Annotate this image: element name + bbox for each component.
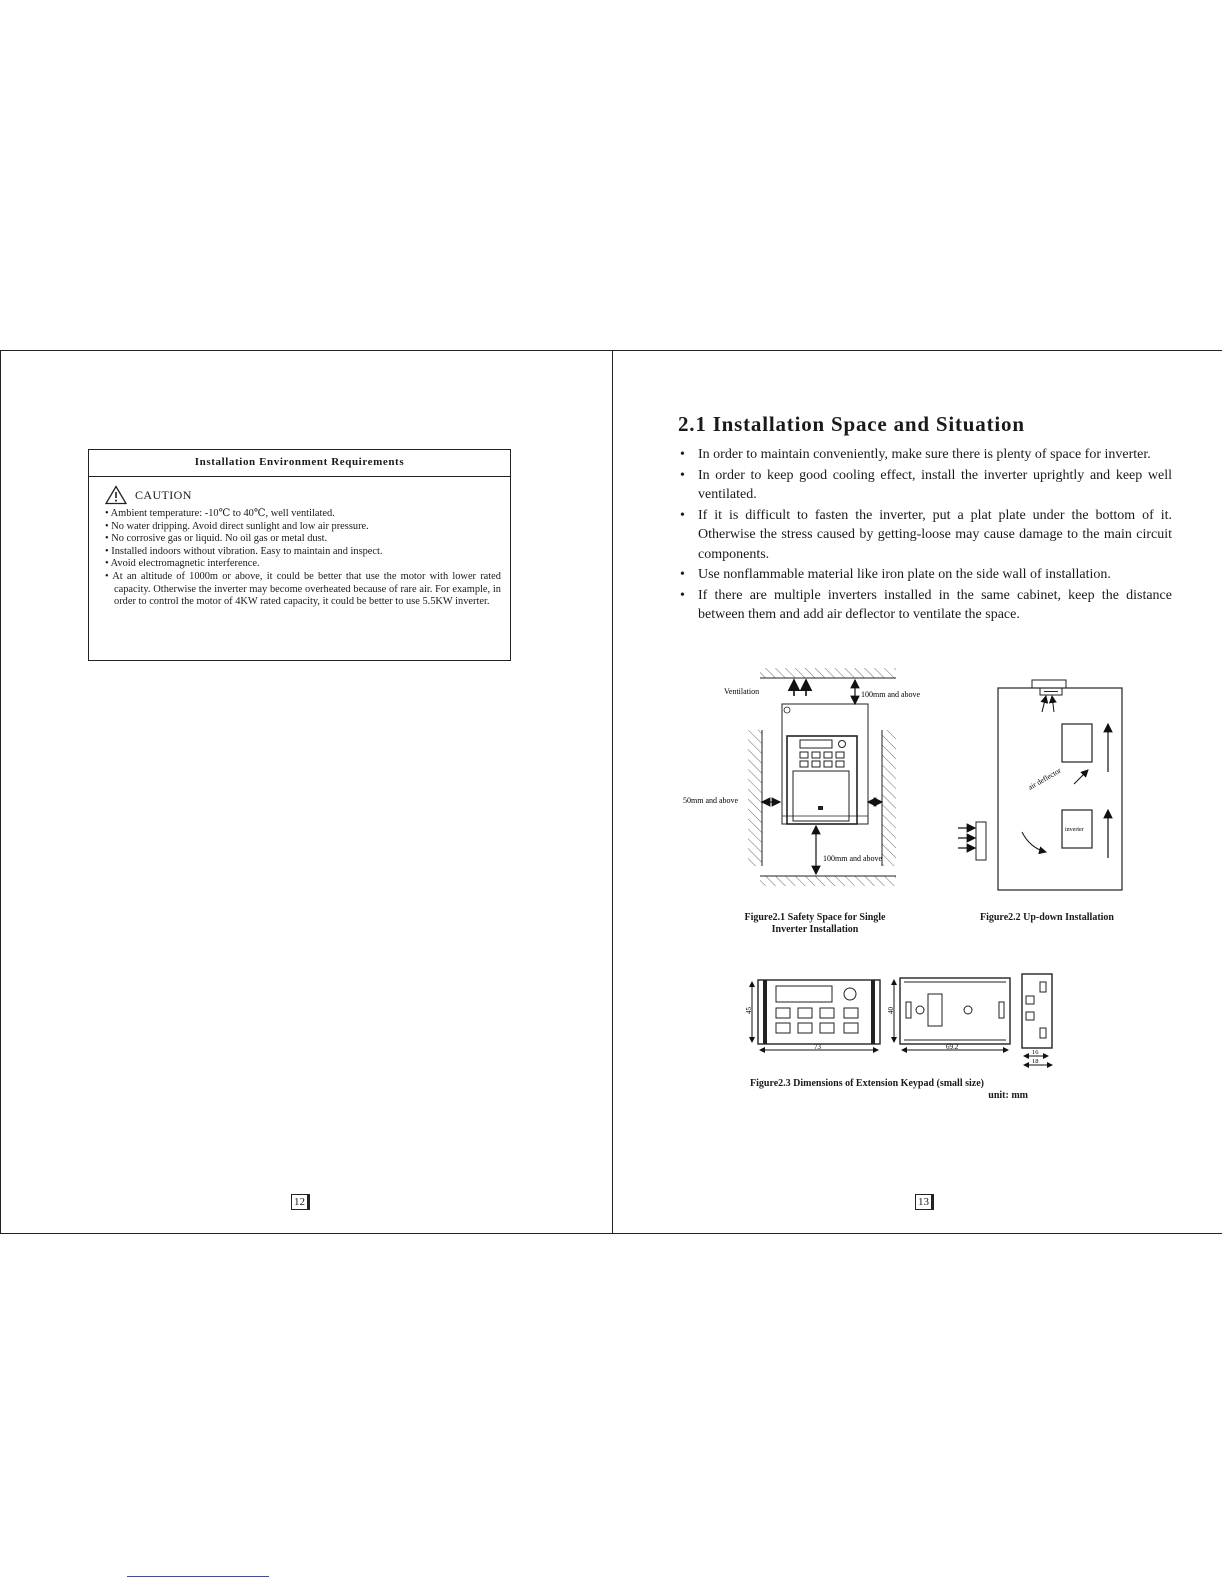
requirement-item: • Avoid electromagnetic interference. xyxy=(105,558,501,571)
requirement-item: • No water dripping. Avoid direct sunlight and low air pressure. xyxy=(105,521,501,534)
bottom-clearance-label: 100mm and above xyxy=(823,854,883,863)
requirements-list xyxy=(105,508,501,609)
side-depth-inner-label: 16 xyxy=(1032,1049,1039,1056)
side-clearance-label: 50mm and above xyxy=(683,796,739,805)
front-width-label: 73 xyxy=(814,1043,821,1051)
ventilation-label: Ventilation xyxy=(724,687,760,696)
figure-keypad-dimensions-diagram xyxy=(745,974,1070,1070)
bullet-item: • Use nonflammable material like iron plate on the side wall of installation. xyxy=(680,567,1111,582)
bullet-item: • If it is difficult to fasten the inverter, put a plat plate under the bottom of it. Otherwise the stress caused by getting-loose may cause damage to the main circuit components. xyxy=(680,507,1172,562)
front-height-label: 45 xyxy=(745,1007,753,1014)
bullet-item: • In order to keep good cooling effect, install the inverter uprightly and keep well ventilated. xyxy=(680,467,1172,502)
inverter-label: inverter xyxy=(1065,827,1084,833)
figure-2-2-caption: Figure2.2 Up-down Installation xyxy=(979,912,1114,923)
caution-header xyxy=(105,484,192,506)
figure-safety-space-diagram xyxy=(676,668,946,900)
air-deflector-label: air deflector xyxy=(1026,765,1063,792)
page-number-left: 12 xyxy=(291,1194,310,1210)
requirement-item: • At an altitude of 1000m or above, it could be better that use the motor with lower rated capacity. Otherwise the inverter may become overheated because of rare air. For example, in order to control the motor of 4KW rated capacity, it could be better to use 5.5KW inverter. xyxy=(105,571,501,609)
installation-requirements-box xyxy=(88,449,511,661)
page-number-right: 13 xyxy=(915,1194,934,1210)
back-height-label: 40 xyxy=(887,1007,895,1014)
bullet-item: • If there are multiple inverters installed in the same cabinet, keep the distance between them and add air deflector to ventilate the space. xyxy=(680,587,1172,622)
requirement-item: • No corrosive gas or liquid. No oil gas or metal dust. xyxy=(105,533,501,546)
requirements-box-title: Installation Environment Requirements xyxy=(89,450,510,477)
bullet-item: • In order to maintain conveniently, make sure there is plenty of space for inverter. xyxy=(680,447,1151,462)
requirement-item: • Ambient temperature: -10℃ to 40℃, well ventilated. xyxy=(105,508,501,521)
page-divider xyxy=(612,350,613,1234)
requirement-item: • Installed indoors without vibration. Easy to maintain and inspect. xyxy=(105,546,501,559)
back-width-label: 69.2 xyxy=(946,1043,959,1051)
figure-2-3-unit: unit: mm xyxy=(988,1090,1028,1101)
warning-triangle-icon xyxy=(105,485,127,505)
top-clearance-label: 100mm and above xyxy=(861,690,921,699)
caution-label: CAUTION xyxy=(135,487,192,502)
figure-2-3-caption: Figure2.3 Dimensions of Extension Keypad (small size) xyxy=(750,1078,984,1089)
figure-2-1-caption: Figure2.1 Safety Space for Single Inverter Installation xyxy=(744,912,886,935)
installation-bullets xyxy=(678,445,1172,626)
underline-artifact xyxy=(127,1576,269,1577)
side-depth-outer-label: 18 xyxy=(1032,1058,1039,1065)
figure-up-down-installation-diagram xyxy=(956,680,1126,894)
section-title: 2.1 Installation Space and Situation xyxy=(678,412,1025,436)
